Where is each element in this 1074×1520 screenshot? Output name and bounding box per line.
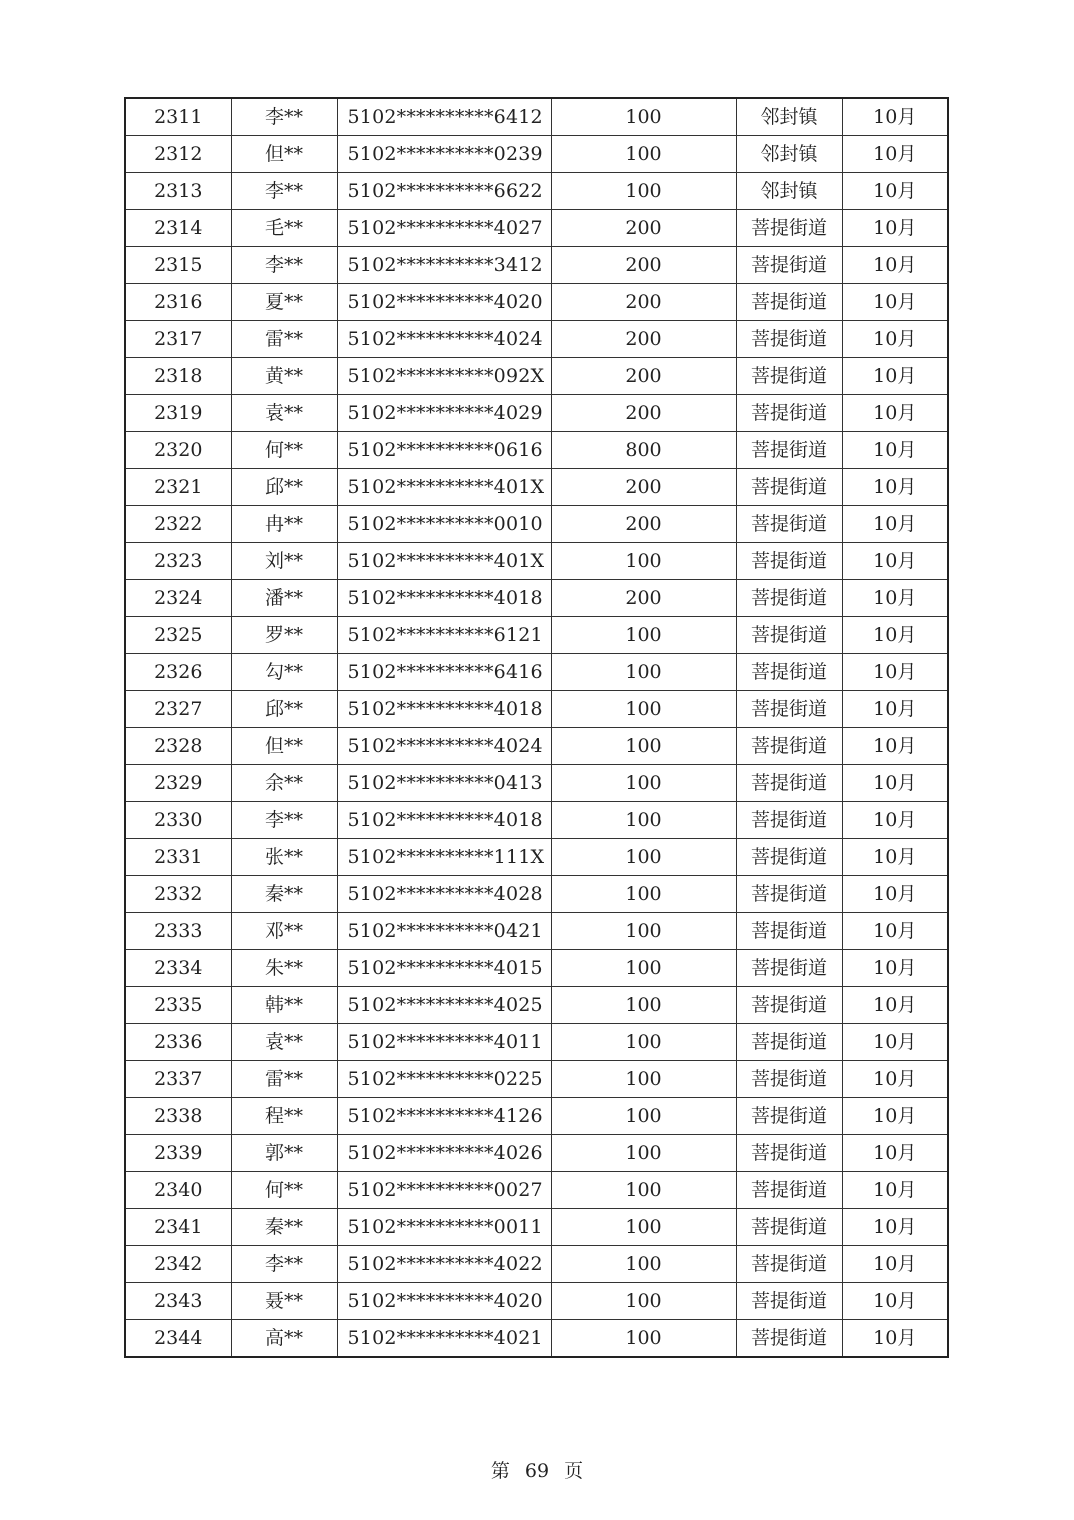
id-number-cell: 5102**********4020 bbox=[337, 284, 551, 321]
amount-cell: 100 bbox=[551, 950, 736, 987]
id-number-cell: 5102**********4022 bbox=[337, 1246, 551, 1283]
month-cell: 10月 bbox=[842, 950, 948, 987]
amount-cell: 100 bbox=[551, 876, 736, 913]
table-row bbox=[125, 1320, 948, 1358]
table-row bbox=[125, 1172, 948, 1209]
area-cell: 菩提街道 bbox=[736, 1320, 842, 1358]
amount-cell: 100 bbox=[551, 987, 736, 1024]
table-row bbox=[125, 469, 948, 506]
month-cell: 10月 bbox=[842, 617, 948, 654]
area-cell: 菩提街道 bbox=[736, 1098, 842, 1135]
serial-number-cell: 2337 bbox=[125, 1061, 231, 1098]
area-cell: 菩提街道 bbox=[736, 1246, 842, 1283]
table-row bbox=[125, 506, 948, 543]
month-cell: 10月 bbox=[842, 1209, 948, 1246]
month-cell: 10月 bbox=[842, 839, 948, 876]
name-cell: 冉** bbox=[231, 506, 337, 543]
month-cell: 10月 bbox=[842, 543, 948, 580]
serial-number-cell: 2340 bbox=[125, 1172, 231, 1209]
serial-number-cell: 2316 bbox=[125, 284, 231, 321]
month-cell: 10月 bbox=[842, 802, 948, 839]
amount-cell: 100 bbox=[551, 728, 736, 765]
serial-number-cell: 2342 bbox=[125, 1246, 231, 1283]
month-cell: 10月 bbox=[842, 506, 948, 543]
amount-cell: 200 bbox=[551, 284, 736, 321]
month-cell: 10月 bbox=[842, 1024, 948, 1061]
name-cell: 郭** bbox=[231, 1135, 337, 1172]
table-row bbox=[125, 691, 948, 728]
month-cell: 10月 bbox=[842, 1098, 948, 1135]
area-cell: 菩提街道 bbox=[736, 469, 842, 506]
month-cell: 10月 bbox=[842, 654, 948, 691]
name-cell: 聂** bbox=[231, 1283, 337, 1320]
amount-cell: 100 bbox=[551, 802, 736, 839]
area-cell: 菩提街道 bbox=[736, 358, 842, 395]
table-row bbox=[125, 210, 948, 247]
area-cell: 菩提街道 bbox=[736, 210, 842, 247]
month-cell: 10月 bbox=[842, 1246, 948, 1283]
table-row bbox=[125, 1246, 948, 1283]
id-number-cell: 5102**********4015 bbox=[337, 950, 551, 987]
table-row bbox=[125, 543, 948, 580]
month-cell: 10月 bbox=[842, 469, 948, 506]
area-cell: 菩提街道 bbox=[736, 284, 842, 321]
id-number-cell: 5102**********4024 bbox=[337, 321, 551, 358]
area-cell: 邻封镇 bbox=[736, 173, 842, 210]
name-cell: 但** bbox=[231, 136, 337, 173]
name-cell: 李** bbox=[231, 802, 337, 839]
amount-cell: 100 bbox=[551, 691, 736, 728]
amount-cell: 200 bbox=[551, 358, 736, 395]
amount-cell: 200 bbox=[551, 580, 736, 617]
id-number-cell: 5102**********0027 bbox=[337, 1172, 551, 1209]
area-cell: 邻封镇 bbox=[736, 98, 842, 136]
serial-number-cell: 2324 bbox=[125, 580, 231, 617]
amount-cell: 100 bbox=[551, 543, 736, 580]
id-number-cell: 5102**********6121 bbox=[337, 617, 551, 654]
id-number-cell: 5102**********4018 bbox=[337, 580, 551, 617]
name-cell: 袁** bbox=[231, 1024, 337, 1061]
serial-number-cell: 2336 bbox=[125, 1024, 231, 1061]
amount-cell: 100 bbox=[551, 1098, 736, 1135]
page-number: 69 bbox=[524, 1460, 550, 1482]
footer-prefix: 第 bbox=[490, 1460, 510, 1482]
id-number-cell: 5102**********4029 bbox=[337, 395, 551, 432]
serial-number-cell: 2311 bbox=[125, 98, 231, 136]
id-number-cell: 5102**********4021 bbox=[337, 1320, 551, 1358]
id-number-cell: 5102**********4025 bbox=[337, 987, 551, 1024]
serial-number-cell: 2333 bbox=[125, 913, 231, 950]
amount-cell: 100 bbox=[551, 1246, 736, 1283]
id-number-cell: 5102**********4027 bbox=[337, 210, 551, 247]
area-cell: 菩提街道 bbox=[736, 1283, 842, 1320]
name-cell: 韩** bbox=[231, 987, 337, 1024]
name-cell: 袁** bbox=[231, 395, 337, 432]
amount-cell: 200 bbox=[551, 469, 736, 506]
serial-number-cell: 2321 bbox=[125, 469, 231, 506]
name-cell: 余** bbox=[231, 765, 337, 802]
table-row bbox=[125, 765, 948, 802]
id-number-cell: 5102**********0616 bbox=[337, 432, 551, 469]
amount-cell: 100 bbox=[551, 617, 736, 654]
name-cell: 邓** bbox=[231, 913, 337, 950]
area-cell: 菩提街道 bbox=[736, 247, 842, 284]
table-row bbox=[125, 284, 948, 321]
name-cell: 潘** bbox=[231, 580, 337, 617]
name-cell: 勾** bbox=[231, 654, 337, 691]
page-footer bbox=[0, 1456, 1074, 1483]
name-cell: 程** bbox=[231, 1098, 337, 1135]
id-number-cell: 5102**********4020 bbox=[337, 1283, 551, 1320]
area-cell: 菩提街道 bbox=[736, 654, 842, 691]
table-row bbox=[125, 580, 948, 617]
amount-cell: 100 bbox=[551, 1283, 736, 1320]
amount-cell: 100 bbox=[551, 913, 736, 950]
name-cell: 黄** bbox=[231, 358, 337, 395]
area-cell: 菩提街道 bbox=[736, 543, 842, 580]
id-number-cell: 5102**********4011 bbox=[337, 1024, 551, 1061]
area-cell: 菩提街道 bbox=[736, 1209, 842, 1246]
area-cell: 菩提街道 bbox=[736, 432, 842, 469]
name-cell: 李** bbox=[231, 173, 337, 210]
month-cell: 10月 bbox=[842, 1061, 948, 1098]
footer-suffix: 页 bbox=[564, 1460, 584, 1482]
table-row bbox=[125, 1135, 948, 1172]
serial-number-cell: 2322 bbox=[125, 506, 231, 543]
month-cell: 10月 bbox=[842, 284, 948, 321]
table-row bbox=[125, 432, 948, 469]
amount-cell: 200 bbox=[551, 210, 736, 247]
amount-cell: 200 bbox=[551, 395, 736, 432]
table-row bbox=[125, 950, 948, 987]
serial-number-cell: 2343 bbox=[125, 1283, 231, 1320]
area-cell: 菩提街道 bbox=[736, 765, 842, 802]
name-cell: 李** bbox=[231, 1246, 337, 1283]
amount-cell: 100 bbox=[551, 1061, 736, 1098]
month-cell: 10月 bbox=[842, 1172, 948, 1209]
name-cell: 但** bbox=[231, 728, 337, 765]
table-row bbox=[125, 728, 948, 765]
month-cell: 10月 bbox=[842, 1320, 948, 1358]
name-cell: 秦** bbox=[231, 1209, 337, 1246]
month-cell: 10月 bbox=[842, 247, 948, 284]
amount-cell: 100 bbox=[551, 839, 736, 876]
table-row bbox=[125, 913, 948, 950]
id-number-cell: 5102**********401X bbox=[337, 543, 551, 580]
month-cell: 10月 bbox=[842, 98, 948, 136]
id-number-cell: 5102**********3412 bbox=[337, 247, 551, 284]
amount-cell: 800 bbox=[551, 432, 736, 469]
serial-number-cell: 2315 bbox=[125, 247, 231, 284]
id-number-cell: 5102**********0239 bbox=[337, 136, 551, 173]
amount-cell: 100 bbox=[551, 1024, 736, 1061]
serial-number-cell: 2317 bbox=[125, 321, 231, 358]
serial-number-cell: 2318 bbox=[125, 358, 231, 395]
table-row bbox=[125, 321, 948, 358]
table-row bbox=[125, 987, 948, 1024]
serial-number-cell: 2325 bbox=[125, 617, 231, 654]
id-number-cell: 5102**********4028 bbox=[337, 876, 551, 913]
serial-number-cell: 2331 bbox=[125, 839, 231, 876]
month-cell: 10月 bbox=[842, 876, 948, 913]
area-cell: 菩提街道 bbox=[736, 950, 842, 987]
area-cell: 菩提街道 bbox=[736, 1024, 842, 1061]
name-cell: 李** bbox=[231, 247, 337, 284]
month-cell: 10月 bbox=[842, 1135, 948, 1172]
area-cell: 菩提街道 bbox=[736, 506, 842, 543]
amount-cell: 200 bbox=[551, 321, 736, 358]
table-row bbox=[125, 173, 948, 210]
month-cell: 10月 bbox=[842, 210, 948, 247]
id-number-cell: 5102**********111X bbox=[337, 839, 551, 876]
table-row bbox=[125, 395, 948, 432]
id-number-cell: 5102**********6622 bbox=[337, 173, 551, 210]
id-number-cell: 5102**********4024 bbox=[337, 728, 551, 765]
table-row bbox=[125, 1098, 948, 1135]
serial-number-cell: 2313 bbox=[125, 173, 231, 210]
id-number-cell: 5102**********4126 bbox=[337, 1098, 551, 1135]
roster-table-body bbox=[125, 98, 948, 1357]
area-cell: 菩提街道 bbox=[736, 802, 842, 839]
name-cell: 秦** bbox=[231, 876, 337, 913]
table-row bbox=[125, 839, 948, 876]
table-row bbox=[125, 1061, 948, 1098]
serial-number-cell: 2312 bbox=[125, 136, 231, 173]
table-row bbox=[125, 358, 948, 395]
amount-cell: 100 bbox=[551, 1320, 736, 1358]
amount-cell: 100 bbox=[551, 136, 736, 173]
area-cell: 菩提街道 bbox=[736, 1061, 842, 1098]
area-cell: 菩提街道 bbox=[736, 395, 842, 432]
name-cell: 雷** bbox=[231, 1061, 337, 1098]
area-cell: 菩提街道 bbox=[736, 987, 842, 1024]
amount-cell: 100 bbox=[551, 98, 736, 136]
id-number-cell: 5102**********6416 bbox=[337, 654, 551, 691]
name-cell: 刘** bbox=[231, 543, 337, 580]
id-number-cell: 5102**********0421 bbox=[337, 913, 551, 950]
id-number-cell: 5102**********092X bbox=[337, 358, 551, 395]
serial-number-cell: 2323 bbox=[125, 543, 231, 580]
id-number-cell: 5102**********4018 bbox=[337, 802, 551, 839]
table-row bbox=[125, 802, 948, 839]
table-row bbox=[125, 654, 948, 691]
table-row bbox=[125, 1024, 948, 1061]
amount-cell: 100 bbox=[551, 1135, 736, 1172]
serial-number-cell: 2329 bbox=[125, 765, 231, 802]
area-cell: 菩提街道 bbox=[736, 617, 842, 654]
area-cell: 菩提街道 bbox=[736, 580, 842, 617]
name-cell: 毛** bbox=[231, 210, 337, 247]
amount-cell: 200 bbox=[551, 247, 736, 284]
id-number-cell: 5102**********0011 bbox=[337, 1209, 551, 1246]
serial-number-cell: 2338 bbox=[125, 1098, 231, 1135]
amount-cell: 200 bbox=[551, 506, 736, 543]
name-cell: 邱** bbox=[231, 691, 337, 728]
month-cell: 10月 bbox=[842, 913, 948, 950]
serial-number-cell: 2334 bbox=[125, 950, 231, 987]
id-number-cell: 5102**********4026 bbox=[337, 1135, 551, 1172]
table-row bbox=[125, 98, 948, 136]
month-cell: 10月 bbox=[842, 136, 948, 173]
table-row bbox=[125, 247, 948, 284]
serial-number-cell: 2335 bbox=[125, 987, 231, 1024]
serial-number-cell: 2314 bbox=[125, 210, 231, 247]
name-cell: 朱** bbox=[231, 950, 337, 987]
name-cell: 邱** bbox=[231, 469, 337, 506]
name-cell: 李** bbox=[231, 98, 337, 136]
id-number-cell: 5102**********0225 bbox=[337, 1061, 551, 1098]
id-number-cell: 5102**********0413 bbox=[337, 765, 551, 802]
name-cell: 雷** bbox=[231, 321, 337, 358]
area-cell: 菩提街道 bbox=[736, 1135, 842, 1172]
area-cell: 菩提街道 bbox=[736, 876, 842, 913]
name-cell: 夏** bbox=[231, 284, 337, 321]
serial-number-cell: 2341 bbox=[125, 1209, 231, 1246]
area-cell: 菩提街道 bbox=[736, 321, 842, 358]
area-cell: 菩提街道 bbox=[736, 691, 842, 728]
amount-cell: 100 bbox=[551, 765, 736, 802]
id-number-cell: 5102**********0010 bbox=[337, 506, 551, 543]
name-cell: 何** bbox=[231, 1172, 337, 1209]
area-cell: 菩提街道 bbox=[736, 839, 842, 876]
amount-cell: 100 bbox=[551, 173, 736, 210]
serial-number-cell: 2328 bbox=[125, 728, 231, 765]
area-cell: 菩提街道 bbox=[736, 1172, 842, 1209]
area-cell: 菩提街道 bbox=[736, 728, 842, 765]
name-cell: 罗** bbox=[231, 617, 337, 654]
roster-table bbox=[124, 97, 949, 1358]
area-cell: 邻封镇 bbox=[736, 136, 842, 173]
table-row bbox=[125, 1283, 948, 1320]
month-cell: 10月 bbox=[842, 580, 948, 617]
name-cell: 高** bbox=[231, 1320, 337, 1358]
amount-cell: 100 bbox=[551, 1172, 736, 1209]
id-number-cell: 5102**********4018 bbox=[337, 691, 551, 728]
month-cell: 10月 bbox=[842, 395, 948, 432]
id-number-cell: 5102**********6412 bbox=[337, 98, 551, 136]
month-cell: 10月 bbox=[842, 765, 948, 802]
area-cell: 菩提街道 bbox=[736, 913, 842, 950]
serial-number-cell: 2339 bbox=[125, 1135, 231, 1172]
serial-number-cell: 2330 bbox=[125, 802, 231, 839]
table-row bbox=[125, 1209, 948, 1246]
month-cell: 10月 bbox=[842, 173, 948, 210]
name-cell: 张** bbox=[231, 839, 337, 876]
id-number-cell: 5102**********401X bbox=[337, 469, 551, 506]
month-cell: 10月 bbox=[842, 432, 948, 469]
month-cell: 10月 bbox=[842, 1283, 948, 1320]
amount-cell: 100 bbox=[551, 1209, 736, 1246]
serial-number-cell: 2319 bbox=[125, 395, 231, 432]
amount-cell: 100 bbox=[551, 654, 736, 691]
month-cell: 10月 bbox=[842, 321, 948, 358]
name-cell: 何** bbox=[231, 432, 337, 469]
serial-number-cell: 2320 bbox=[125, 432, 231, 469]
serial-number-cell: 2332 bbox=[125, 876, 231, 913]
table-row bbox=[125, 617, 948, 654]
table-row bbox=[125, 876, 948, 913]
table-row bbox=[125, 136, 948, 173]
month-cell: 10月 bbox=[842, 728, 948, 765]
serial-number-cell: 2327 bbox=[125, 691, 231, 728]
month-cell: 10月 bbox=[842, 691, 948, 728]
serial-number-cell: 2326 bbox=[125, 654, 231, 691]
serial-number-cell: 2344 bbox=[125, 1320, 231, 1358]
month-cell: 10月 bbox=[842, 358, 948, 395]
month-cell: 10月 bbox=[842, 987, 948, 1024]
